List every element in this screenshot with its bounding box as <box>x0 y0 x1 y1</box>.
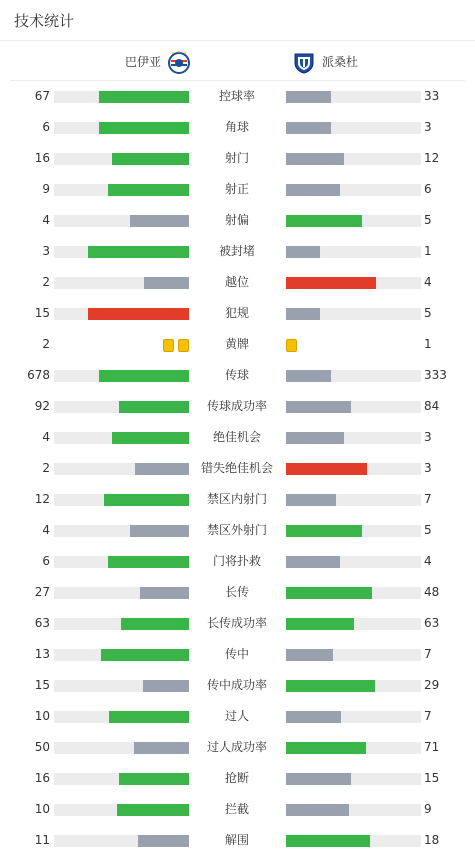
away-stat-bar-track <box>286 649 421 661</box>
home-stat-bar-track <box>54 122 189 134</box>
stat-label: 角球 <box>224 120 249 134</box>
away-stat-bar-track <box>286 804 421 816</box>
away-stat-bar-fill <box>286 680 375 692</box>
stat-row <box>0 205 475 236</box>
home-team-name: 巴伊亚 <box>125 55 162 69</box>
home-stat-bar-fill <box>104 494 189 506</box>
stat-row <box>0 81 475 112</box>
stat-row <box>0 794 475 825</box>
away-stat-value: 84 <box>424 399 440 413</box>
home-stat-value: 12 <box>34 492 50 506</box>
home-stat-bar-track <box>54 680 189 692</box>
home-stat-bar-track <box>54 618 189 630</box>
away-stat-value: 333 <box>424 368 447 382</box>
home-stat-value: 92 <box>34 399 50 413</box>
home-stat-bar-track <box>54 835 189 847</box>
away-stat-value: 3 <box>424 120 432 134</box>
home-stat-value: 6 <box>42 554 50 568</box>
stat-row <box>0 515 475 546</box>
home-stat-bar-track <box>54 587 189 599</box>
away-stat-bar-track <box>286 432 421 444</box>
home-stat-value: 15 <box>34 678 50 692</box>
stat-label: 传中 <box>224 647 249 661</box>
home-stat-bar-fill <box>135 463 189 475</box>
stat-label: 射门 <box>224 151 249 165</box>
home-stat-bar-fill <box>88 308 189 320</box>
away-stat-bar-track <box>286 153 421 165</box>
away-stat-value: 5 <box>424 213 432 227</box>
home-stat-bar-track <box>54 804 189 816</box>
stat-label: 长传成功率 <box>206 616 267 630</box>
away-stat-bar-fill <box>286 494 336 506</box>
home-stat-bar-track <box>54 463 189 475</box>
home-stat-bar-fill <box>138 835 189 847</box>
home-stat-bar-fill <box>140 587 189 599</box>
away-stat-value: 1 <box>424 337 432 351</box>
stat-row <box>0 422 475 453</box>
home-stat-bar-fill <box>119 773 189 785</box>
away-stat-value: 71 <box>424 740 440 754</box>
away-stat-bar-fill <box>286 370 331 382</box>
stat-label: 解围 <box>224 833 249 847</box>
page-title: 技术统计 <box>14 12 75 30</box>
away-stat-value: 5 <box>424 523 432 537</box>
away-team[interactable] <box>292 49 358 75</box>
away-stat-bar-track <box>286 494 421 506</box>
home-stat-bar-track <box>54 401 189 413</box>
away-stat-bar-fill <box>286 308 320 320</box>
home-stat-value: 15 <box>34 306 50 320</box>
home-stat-value: 10 <box>34 709 50 723</box>
stat-label: 射正 <box>224 182 249 196</box>
away-stat-bar-fill <box>286 432 344 444</box>
away-stat-bar-track <box>286 773 421 785</box>
home-yellow-cards <box>163 339 189 352</box>
away-stat-bar-fill <box>286 277 376 289</box>
away-stat-bar-track <box>286 680 421 692</box>
home-stat-bar-track <box>54 370 189 382</box>
home-stat-bar-track <box>54 742 189 754</box>
stat-row <box>0 577 475 608</box>
stat-row <box>0 608 475 639</box>
away-stat-value: 12 <box>424 151 440 165</box>
away-stat-value: 3 <box>424 430 432 444</box>
home-stat-bar-fill <box>112 432 189 444</box>
home-stat-value: 2 <box>42 337 50 351</box>
stat-label: 绝佳机会 <box>212 430 261 444</box>
away-stat-value: 33 <box>424 89 440 103</box>
home-stat-bar-fill <box>112 153 189 165</box>
yellow-card-icon <box>286 339 297 352</box>
away-stat-bar-track <box>286 308 421 320</box>
home-stat-bar-fill <box>121 618 189 630</box>
stat-label: 传球 <box>224 368 249 382</box>
home-stat-bar-fill <box>99 122 189 134</box>
away-stat-bar-fill <box>286 184 340 196</box>
home-stat-bar-track <box>54 277 189 289</box>
stat-row <box>0 143 475 174</box>
stat-row <box>0 298 475 329</box>
away-stat-value: 7 <box>424 492 432 506</box>
home-stat-bar-fill <box>99 370 189 382</box>
stat-label: 门将扑救 <box>212 554 261 568</box>
away-stat-bar-track <box>286 91 421 103</box>
away-stat-value: 3 <box>424 461 432 475</box>
home-stat-bar-fill <box>109 711 189 723</box>
stat-label: 抢断 <box>224 771 249 785</box>
home-stat-value: 11 <box>34 833 50 847</box>
away-stat-value: 1 <box>424 244 432 258</box>
home-stat-bar-track <box>54 494 189 506</box>
away-stat-bar-track <box>286 401 421 413</box>
home-stat-bar-track <box>54 308 189 320</box>
stat-label: 禁区外射门 <box>206 523 267 537</box>
stat-label: 传球成功率 <box>206 399 267 413</box>
away-stat-bar-track <box>286 556 421 568</box>
stat-label: 犯规 <box>224 306 249 320</box>
away-stat-value: 18 <box>424 833 440 847</box>
stat-label: 射偏 <box>224 213 249 227</box>
home-stat-value: 63 <box>34 616 50 630</box>
away-stat-bar-track <box>286 463 421 475</box>
stat-label: 越位 <box>224 275 249 289</box>
stat-row <box>0 484 475 515</box>
stat-label: 禁区内射门 <box>206 492 267 506</box>
away-stat-value: 9 <box>424 802 432 816</box>
home-stat-value: 4 <box>42 430 50 444</box>
away-stat-bar-fill <box>286 122 331 134</box>
stat-label: 长传 <box>224 585 249 599</box>
stat-row <box>0 391 475 422</box>
home-stat-value: 3 <box>42 244 50 258</box>
away-stat-bar-fill <box>286 153 344 165</box>
home-stat-bar-fill <box>99 91 189 103</box>
stat-row <box>0 329 475 360</box>
home-stat-bar-fill <box>108 184 189 196</box>
home-stat-bar-track <box>54 525 189 537</box>
away-yellow-cards <box>286 339 297 352</box>
home-stat-bar-fill <box>108 556 189 568</box>
home-stat-bar-track <box>54 184 189 196</box>
away-stat-bar-fill <box>286 91 331 103</box>
away-stat-bar-track <box>286 525 421 537</box>
stat-row <box>0 732 475 763</box>
home-stat-value: 4 <box>42 523 50 537</box>
home-stat-bar-fill <box>144 277 189 289</box>
stat-row <box>0 670 475 701</box>
home-stat-value: 50 <box>34 740 50 754</box>
home-stat-value: 678 <box>27 368 50 382</box>
home-stat-value: 2 <box>42 461 50 475</box>
away-stat-bar-track <box>286 618 421 630</box>
away-stat-value: 48 <box>424 585 440 599</box>
stat-row <box>0 701 475 732</box>
away-stat-bar-fill <box>286 587 372 599</box>
away-team-name: 派桑杜 <box>322 55 359 69</box>
away-stat-bar-track <box>286 742 421 754</box>
stat-label: 传中成功率 <box>206 678 267 692</box>
home-stat-value: 6 <box>42 120 50 134</box>
bahia-crest-icon <box>167 50 191 74</box>
stat-row <box>0 546 475 577</box>
away-stat-bar-fill <box>286 556 340 568</box>
home-stat-bar-fill <box>117 804 189 816</box>
away-stat-bar-fill <box>286 711 341 723</box>
home-stat-bar-track <box>54 432 189 444</box>
away-stat-bar-track <box>286 215 421 227</box>
away-stat-value: 7 <box>424 709 432 723</box>
home-stat-value: 9 <box>42 182 50 196</box>
home-team[interactable] <box>125 49 191 75</box>
stat-row <box>0 639 475 670</box>
stat-row <box>0 174 475 205</box>
away-stat-bar-fill <box>286 804 349 816</box>
stat-row <box>0 112 475 143</box>
away-stat-bar-track <box>286 370 421 382</box>
stat-row <box>0 360 475 391</box>
home-stat-bar-track <box>54 649 189 661</box>
away-stat-value: 63 <box>424 616 440 630</box>
stat-row <box>0 763 475 794</box>
home-stat-value: 27 <box>34 585 50 599</box>
away-stat-value: 15 <box>424 771 440 785</box>
away-stat-bar-fill <box>286 463 367 475</box>
home-stat-value: 16 <box>34 771 50 785</box>
stat-label: 拦截 <box>224 802 249 816</box>
stat-label: 过人成功率 <box>206 740 267 754</box>
home-stat-bar-fill <box>88 246 189 258</box>
home-stat-value: 10 <box>34 802 50 816</box>
home-stat-bar-fill <box>143 680 189 692</box>
page-header <box>0 0 475 41</box>
away-stat-bar-track <box>286 277 421 289</box>
away-stat-value: 5 <box>424 306 432 320</box>
away-stat-bar-fill <box>286 835 370 847</box>
home-stat-bar-fill <box>119 401 189 413</box>
home-stat-bar-fill <box>101 649 189 661</box>
away-stat-bar-track <box>286 587 421 599</box>
away-stat-bar-track <box>286 122 421 134</box>
home-stat-bar-track <box>54 91 189 103</box>
yellow-card-icon <box>178 339 189 352</box>
away-stat-bar-fill <box>286 773 351 785</box>
away-stat-bar-fill <box>286 618 354 630</box>
home-stat-value: 67 <box>34 89 50 103</box>
stat-row <box>0 453 475 484</box>
stat-label: 黄牌 <box>224 337 249 351</box>
away-stat-value: 6 <box>424 182 432 196</box>
home-stat-bar-fill <box>130 525 189 537</box>
away-stat-bar-fill <box>286 742 366 754</box>
yellow-card-icon <box>163 339 174 352</box>
away-stat-value: 4 <box>424 275 432 289</box>
home-stat-bar-track <box>54 773 189 785</box>
away-stat-bar-track <box>286 711 421 723</box>
stat-row <box>0 236 475 267</box>
stat-row <box>0 267 475 298</box>
home-stat-value: 2 <box>42 275 50 289</box>
stat-row <box>0 825 475 856</box>
teams-header <box>10 41 465 81</box>
away-stat-bar-track <box>286 246 421 258</box>
stat-label: 过人 <box>224 709 249 723</box>
home-stat-bar-track <box>54 711 189 723</box>
away-stat-value: 4 <box>424 554 432 568</box>
away-stat-bar-fill <box>286 649 333 661</box>
away-stat-value: 29 <box>424 678 440 692</box>
away-stat-bar-fill <box>286 215 362 227</box>
away-stat-value: 7 <box>424 647 432 661</box>
away-stat-bar-track <box>286 184 421 196</box>
home-stat-value: 13 <box>34 647 50 661</box>
away-stat-bar-fill <box>286 525 362 537</box>
home-stat-bar-track <box>54 215 189 227</box>
home-stat-bar-track <box>54 556 189 568</box>
away-stat-bar-fill <box>286 401 351 413</box>
home-stat-bar-fill <box>134 742 189 754</box>
away-stat-bar-track <box>286 835 421 847</box>
home-stat-bar-track <box>54 153 189 165</box>
home-stat-bar-track <box>54 246 189 258</box>
stat-label: 被封堵 <box>218 244 255 258</box>
away-stat-bar-fill <box>286 246 320 258</box>
home-stat-bar-fill <box>130 215 189 227</box>
home-stat-value: 16 <box>34 151 50 165</box>
stat-label: 控球率 <box>218 89 255 103</box>
stat-label: 错失绝佳机会 <box>200 461 273 475</box>
home-stat-value: 4 <box>42 213 50 227</box>
paysandu-crest-icon <box>292 50 316 74</box>
